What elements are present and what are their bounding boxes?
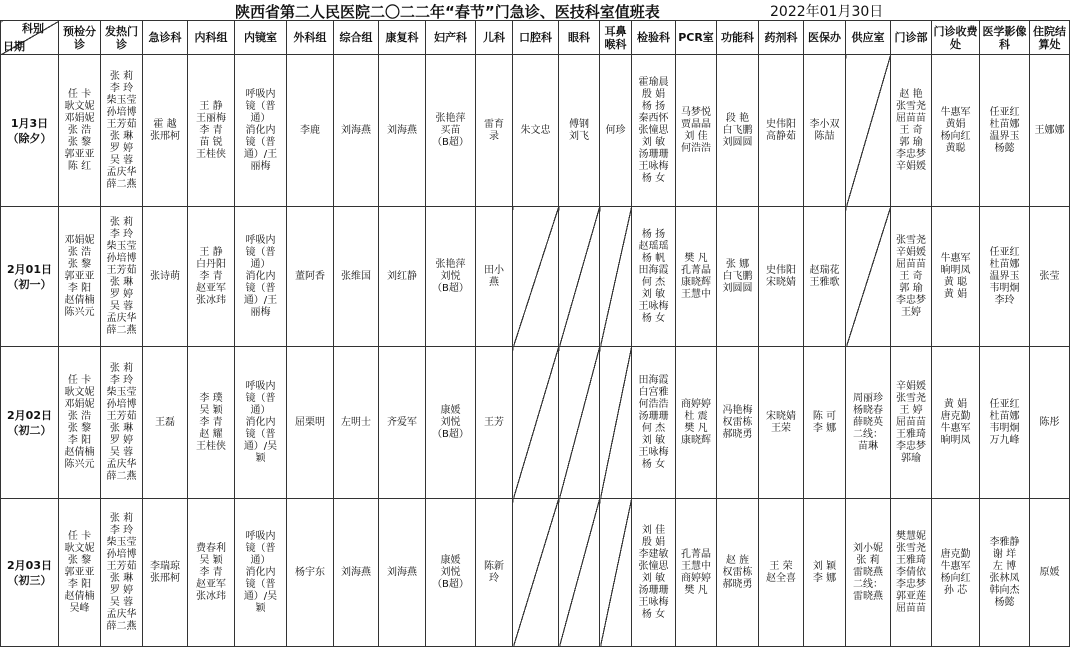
duty-cell: 王 静 王丽梅 李 青 苗 锐 王桂侠	[188, 55, 235, 207]
duty-cell: 赵 艳 张雪尧 屈苗苗 王 奇 郭 瑜 李忠梦 辛娟媛	[891, 55, 932, 207]
duty-cell: 张 娜 白飞鹏 刘圆圆	[717, 207, 759, 347]
header-row	[1, 21, 1070, 55]
duty-cell: 呼吸内 镜（普 通） 消化内 镜（普 通）/吴 颖	[235, 347, 287, 499]
duty-cell: 齐爱军	[379, 347, 426, 499]
duty-cell: 张诗萌	[143, 207, 188, 347]
duty-cell: 刘 颖 李 娜	[804, 499, 846, 647]
duty-cell: 呼吸内 镜（普 通） 消化内 镜（普 通）/吴 颖	[235, 499, 287, 647]
duty-cell: 史伟阳 宋晓婧	[759, 207, 804, 347]
column-header: 医学影像科	[980, 21, 1030, 55]
duty-cell: 李瑞琼 张邢柯	[143, 499, 188, 647]
title-row	[0, 0, 1080, 20]
duty-cell: 杨 扬 赵瑶瑶 杨 帆 田海霞 何 杰 刘 敏 王咏梅 杨 女	[632, 207, 676, 347]
duty-cell: 何珍	[600, 55, 632, 207]
duty-cell: 呼吸内 镜（普 通） 消化内 镜（普 通）/王 丽梅	[235, 55, 287, 207]
duty-cell	[846, 207, 891, 347]
duty-cell: 雷育 录	[476, 55, 513, 207]
column-header: 综合组	[334, 21, 379, 55]
duty-cell: 唐克勤 牛惠军 杨向红 孙 芯	[932, 499, 980, 647]
duty-cell	[559, 347, 600, 499]
corner-date-label: 日期	[3, 40, 25, 53]
duty-cell: 王 静 白丹阳 李 青 赵亚军 张冰玮	[188, 207, 235, 347]
duty-cell	[846, 55, 891, 207]
column-header: 内镜室	[235, 21, 287, 55]
duty-cell: 张艳萍 买苗 （B超）	[426, 55, 476, 207]
date-row	[1, 207, 1070, 347]
duty-cell: 刘小妮 张 莉 雷晓燕 二线： 雷晓燕	[846, 499, 891, 647]
duty-cell: 任 卡 耿文妮 邓娟妮 张 浩 张 黎 李 阳 赵倩楠 陈兴元	[59, 347, 101, 499]
duty-cell: 康媛 刘悦 （B超）	[426, 499, 476, 647]
duty-cell: 任亚红 杜苗娜 温界玉 杨懿	[980, 55, 1030, 207]
column-header: 眼科	[559, 21, 600, 55]
duty-cell: 王磊	[143, 347, 188, 499]
duty-cell: 黄 娟 唐克勤 牛惠军 晌明凤	[932, 347, 980, 499]
duty-cell	[513, 347, 559, 499]
duty-cell	[600, 347, 632, 499]
duty-cell: 张莹	[1030, 207, 1070, 347]
duty-cell: 霍 越 张邢柯	[143, 55, 188, 207]
duty-cell: 朱文忠	[513, 55, 559, 207]
duty-cell: 杨宇东	[287, 499, 334, 647]
duty-cell: 王娜娜	[1030, 55, 1070, 207]
column-header: 耳鼻喉科	[600, 21, 632, 55]
duty-cell: 孔菁晶 王慧中 商婷婷 樊 凡	[676, 499, 717, 647]
date-cell: 2月01日 （初一）	[1, 207, 59, 347]
column-header: 预检分诊	[59, 21, 101, 55]
duty-cell: 任亚红 杜苗娜 韦明炯 万九峰	[980, 347, 1030, 499]
duty-cell: 史伟阳 高静茹	[759, 55, 804, 207]
duty-cell: 樊慧妮 张雪尧 王雅琦 李倩依 李忠梦 郭亚莲 屈苗苗	[891, 499, 932, 647]
duty-cell: 王芳	[476, 347, 513, 499]
roster-body	[1, 55, 1070, 647]
duty-cell: 李鹿	[287, 55, 334, 207]
duty-cell: 刘 佳 殷 娟 李建敏 张憧思 刘 敏 汤珊珊 王咏梅 杨 女	[632, 499, 676, 647]
duty-cell: 董阿香	[287, 207, 334, 347]
column-header: 儿科	[476, 21, 513, 55]
date-row	[1, 55, 1070, 207]
duty-cell	[559, 499, 600, 647]
duty-cell: 费春利 吴 颖 李 青 赵亚军 张冰玮	[188, 499, 235, 647]
duty-cell: 辛娟媛 张雪尧 王 婷 屈苗苗 王雅琦 李忠梦 郭瑜	[891, 347, 932, 499]
duty-cell: 李雅静 谢 垟 左 博 张林凤 韩向杰 杨懿	[980, 499, 1030, 647]
column-header: 门诊部	[891, 21, 932, 55]
date-row	[1, 347, 1070, 499]
duty-cell: 张雪尧 辛娟媛 屈苗苗 王 奇 郭 瑜 李忠梦 王婷	[891, 207, 932, 347]
column-header: 内科组	[188, 21, 235, 55]
duty-cell: 商婷婷 杜 震 樊 凡 康晓辉	[676, 347, 717, 499]
column-header: 供应室	[846, 21, 891, 55]
column-header: 发热门诊	[101, 21, 143, 55]
corner-dept-label: 科别	[22, 22, 44, 35]
duty-cell: 冯艳梅 权雷栋 郝晓勇	[717, 347, 759, 499]
column-header: PCR室	[676, 21, 717, 55]
duty-cell: 田海霞 白宫雅 何浩浩 汤珊珊 何 杰 刘 敏 王咏梅 杨 女	[632, 347, 676, 499]
roster-table	[0, 20, 1070, 647]
column-header: 检验科	[632, 21, 676, 55]
duty-cell: 屈栗明	[287, 347, 334, 499]
roster-date: 2022年01月30日	[770, 4, 884, 20]
duty-cell: 呼吸内 镜（普 通） 消化内 镜（普 通）/王 丽梅	[235, 207, 287, 347]
duty-cell: 张 莉 李 玲 柴玉莹 孙培博 王芳茹 张 琳 罗 婷 吴 蓉 孟庆华 薛二燕	[101, 347, 143, 499]
roster-title: 陕西省第二人民医院二〇二二年“春节”门急诊、医技科室值班表	[235, 3, 660, 21]
duty-cell: 樊 凡 孔菁晶 康晓辉 王慧中	[676, 207, 717, 347]
duty-cell: 段 艳 白飞鹏 刘圆圆	[717, 55, 759, 207]
duty-cell: 刘海燕	[334, 499, 379, 647]
column-header: 外科组	[287, 21, 334, 55]
duty-cell: 任 卡 耿文妮 邓娟妮 张 浩 张 黎 郭亚亚 陈 红	[59, 55, 101, 207]
duty-cell: 任亚红 杜苗娜 温界玉 韦明炯 李玲	[980, 207, 1030, 347]
duty-cell	[513, 499, 559, 647]
duty-cell: 刘红静	[379, 207, 426, 347]
date-cell: 1月3日 （除夕）	[1, 55, 59, 207]
duty-cell: 张维国	[334, 207, 379, 347]
duty-cell	[600, 207, 632, 347]
column-header: 急诊科	[143, 21, 188, 55]
duty-cell: 刘海燕	[379, 55, 426, 207]
duty-cell	[513, 207, 559, 347]
duty-cell: 张艳萍 刘悦 （B超）	[426, 207, 476, 347]
duty-cell: 康媛 刘悦 （B超）	[426, 347, 476, 499]
duty-cell: 赵 旌 权雷栋 郝晓勇	[717, 499, 759, 647]
duty-cell: 左明士	[334, 347, 379, 499]
duty-cell	[559, 207, 600, 347]
column-header: 住院结算处	[1030, 21, 1070, 55]
duty-cell: 陈 可 李 娜	[804, 347, 846, 499]
column-header: 康复科	[379, 21, 426, 55]
corner-cell	[1, 21, 59, 55]
duty-cell: 张 莉 李 玲 柴玉莹 孙培博 王芳茹 张 琳 罗 婷 吴 蓉 孟庆华 薛二燕	[101, 55, 143, 207]
duty-cell: 周丽珍 杨晓春 薛晓英 二线： 苗琳	[846, 347, 891, 499]
date-row	[1, 499, 1070, 647]
duty-cell: 任 卡 耿文妮 张 黎 郭亚亚 李 阳 赵倩楠 吴峰	[59, 499, 101, 647]
date-cell: 2月02日 （初二）	[1, 347, 59, 499]
duty-cell: 王 荣 赵全喜	[759, 499, 804, 647]
duty-cell: 张 莉 李 玲 柴玉莹 孙培博 王芳茹 张 琳 罗 婷 吴 蓉 孟庆华 薛二燕	[101, 207, 143, 347]
column-header: 妇产科	[426, 21, 476, 55]
duty-cell: 原媛	[1030, 499, 1070, 647]
duty-cell: 田小 燕	[476, 207, 513, 347]
duty-cell: 牛惠军 晌明凤 黄 聪 黄 娟	[932, 207, 980, 347]
column-header: 门诊收费处	[932, 21, 980, 55]
duty-cell: 刘海燕	[334, 55, 379, 207]
duty-cell: 宋晓婧 王荣	[759, 347, 804, 499]
duty-cell: 陈彤	[1030, 347, 1070, 499]
column-header: 医保办	[804, 21, 846, 55]
duty-cell: 牛惠军 黄娟 杨向红 黄聪	[932, 55, 980, 207]
duty-cell: 李小双 陈喆	[804, 55, 846, 207]
duty-cell: 李 璞 吴 颖 李 青 赵 耀 王桂侠	[188, 347, 235, 499]
duty-cell: 刘海燕	[379, 499, 426, 647]
date-cell: 2月03日 （初三）	[1, 499, 59, 647]
duty-cell: 霍瑜晨 殷 娟 杨 扬 秦西怀 张憧思 刘 敏 汤珊珊 王咏梅 杨 女	[632, 55, 676, 207]
column-header: 口腔科	[513, 21, 559, 55]
column-header: 药剂科	[759, 21, 804, 55]
duty-cell: 张 莉 李 玲 柴玉莹 孙培博 王芳茹 张 琳 罗 婷 吴 蓉 孟庆华 薛二燕	[101, 499, 143, 647]
duty-cell: 傅钢 刘飞	[559, 55, 600, 207]
duty-cell: 陈新 玲	[476, 499, 513, 647]
duty-cell	[600, 499, 632, 647]
duty-cell: 赵瑞花 王雅歌	[804, 207, 846, 347]
duty-cell: 马梦悦 贾晶晶 刘 佳 何浩浩	[676, 55, 717, 207]
column-header: 功能科	[717, 21, 759, 55]
duty-cell: 邓娟妮 张 浩 张 黎 郭亚亚 李 阳 赵倩楠 陈兴元	[59, 207, 101, 347]
